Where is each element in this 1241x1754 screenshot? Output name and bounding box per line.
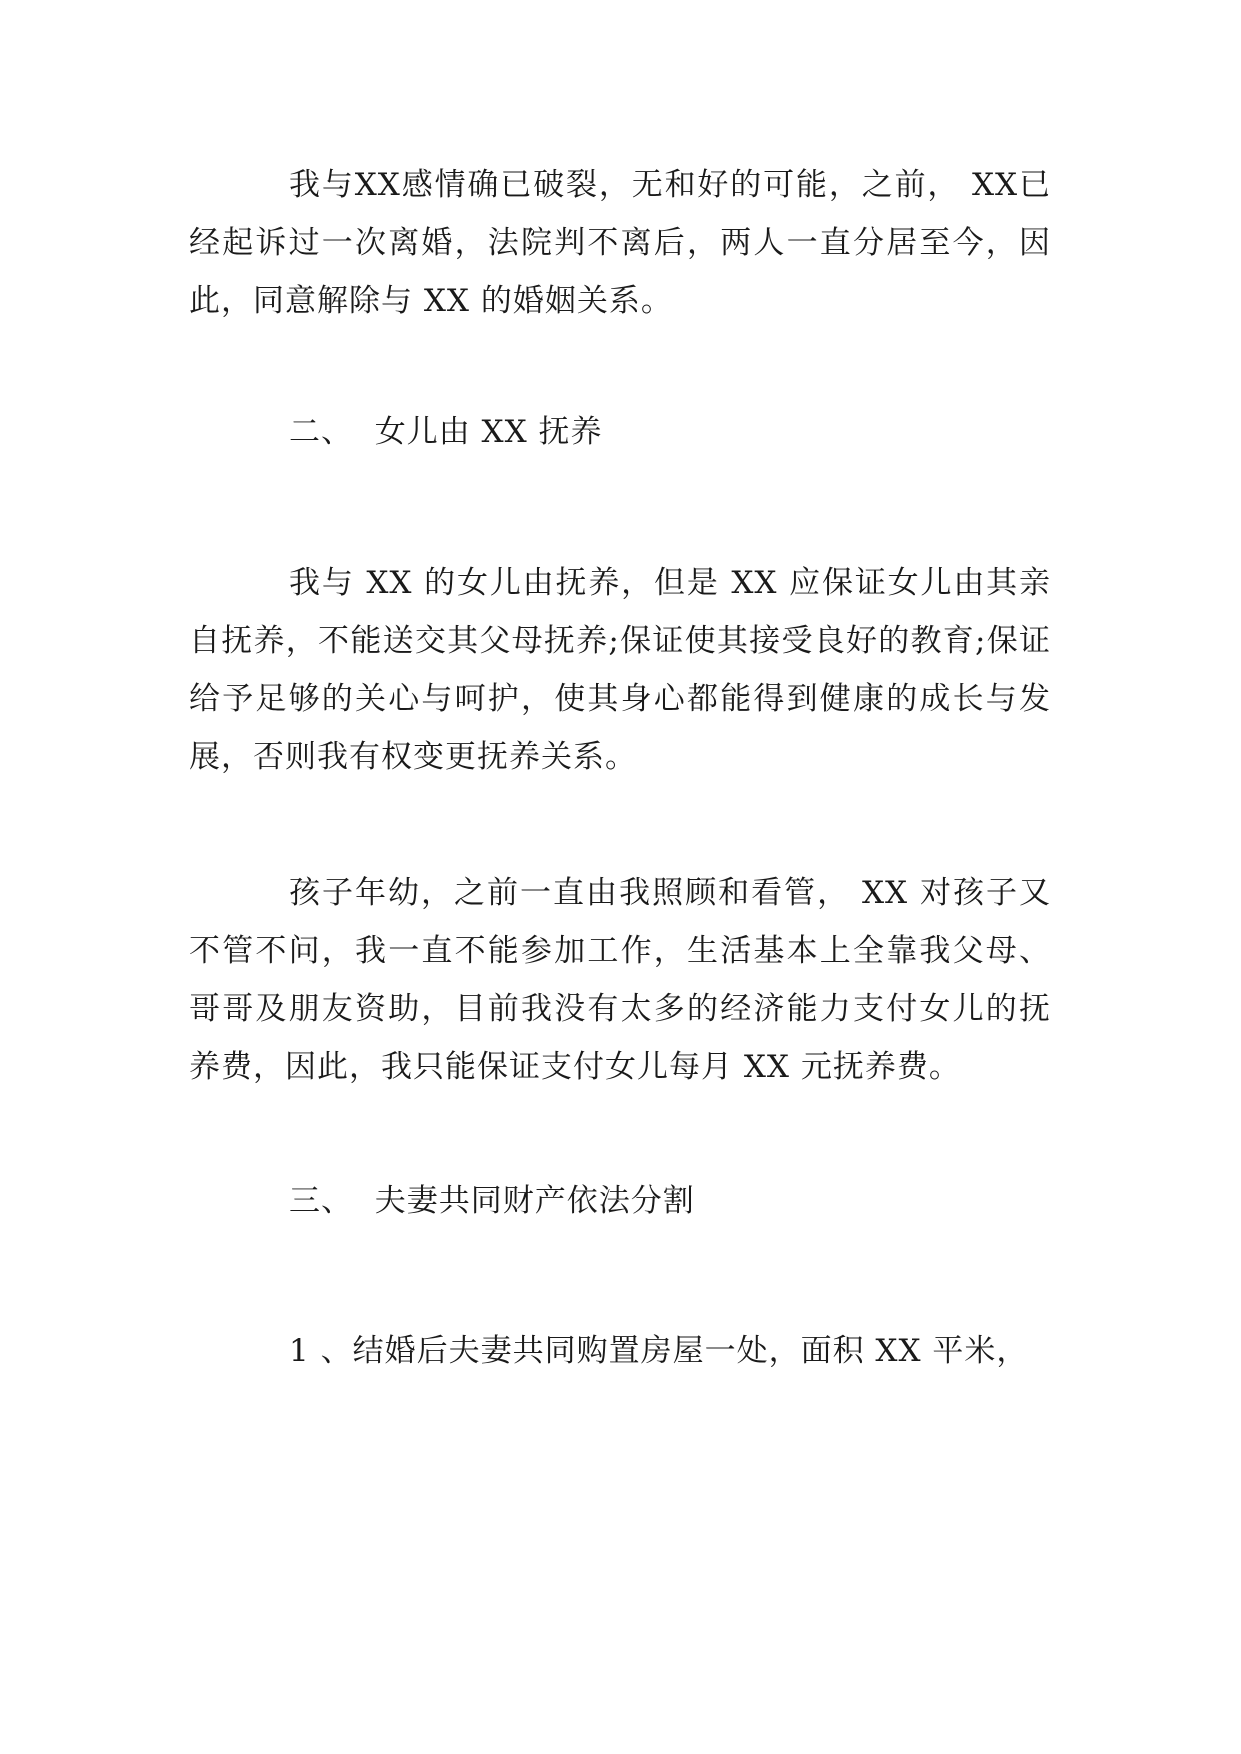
section-heading-custody: 二、 女儿由 XX 抚养: [289, 414, 603, 450]
section-heading-property: 三、 夫妻共同财产依法分割: [289, 1183, 695, 1219]
paragraph-child-support: 孩子年幼，之前一直由我照顾和看管， XX 对孩子又不管不问，我一直不能参加工作，生活基本上全靠我父母、哥哥及朋友资助，目前我没有太多的经济能力支付女儿的抚养费，因此，我只能保证支付女儿每月 XX 元抚养费。: [189, 875, 1051, 1085]
paragraph-marriage-breakdown: 我与XX感情确已破裂，无和好的可能，之前， XX已经起诉过一次离婚，法院判不离后，两人一直分居至今，因此，同意解除与 XX 的婚姻关系。: [189, 167, 1051, 319]
paragraph-custody-terms: 我与 XX 的女儿由抚养，但是 XX 应保证女儿由其亲自抚养，不能送交其父母抚养;保证使其接受良好的教育;保证给予足够的关心与呵护，使其身心都能得到健康的成长与发展，否则我有权变更抚养关系。: [189, 565, 1051, 775]
paragraph-property-item-1: 1 、结婚后夫妻共同购置房屋一处，面积 XX 平米，: [289, 1333, 1029, 1369]
